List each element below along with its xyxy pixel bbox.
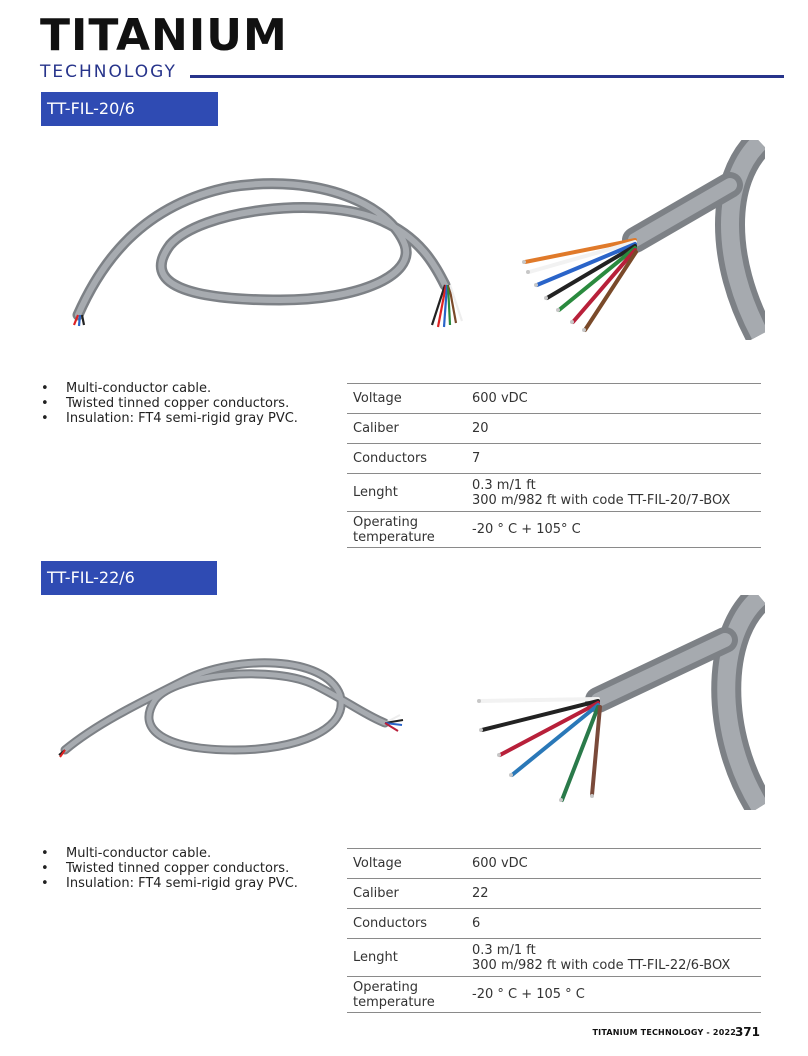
spec-value: 7 [466,444,761,474]
spec-label: Operating temperature [347,977,466,1013]
spec-row-operating-temperature [347,512,761,548]
spec-row-caliber [347,414,761,444]
spec-value: 6 [466,909,761,939]
spec-label: Caliber [347,879,466,909]
spec-row-operating-temperature [347,977,761,1013]
cable-end-closeup-photo [515,140,765,340]
feature-item: • Twisted tinned copper conductors. [40,396,298,411]
feature-item: • Insulation: FT4 semi-rigid gray PVC. [40,411,298,426]
spec-label: Voltage [347,384,466,414]
spec-table [347,383,761,548]
product-model-banner: TT-FIL-20/6 [41,92,218,126]
header-rule [190,75,784,78]
feature-item: • Twisted tinned copper conductors. [40,861,298,876]
spec-row-caliber [347,879,761,909]
spec-row-voltage [347,849,761,879]
spec-value [466,939,761,977]
spec-value-line: 0.3 m/1 ft [472,477,536,493]
spec-label: Lenght [347,939,466,977]
brand-logo-subtitle: TECHNOLOGY [40,62,177,82]
feature-item: • Insulation: FT4 semi-rigid gray PVC. [40,876,298,891]
spec-value: -20 ° C + 105° C [466,512,761,548]
spec-row-length [347,939,761,977]
spec-value: 20 [466,414,761,444]
spec-value: 600 vDC [466,384,761,414]
footer-brand-year: TITANIUM TECHNOLOGY - 2022 [592,1028,736,1037]
product-model-banner: TT-FIL-22/6 [41,561,217,595]
feature-item: • Multi-conductor cable. [40,846,298,861]
cable-end-closeup-photo [470,595,765,810]
spec-value-line: 300 m/982 ft with code TT-FIL-20/7-BOX [472,492,731,508]
spec-value [466,474,761,512]
spec-value-line: 0.3 m/1 ft [472,942,536,958]
spec-table [347,848,761,1013]
spec-label: Conductors [347,909,466,939]
spec-value: 22 [466,879,761,909]
spec-label: Caliber [347,414,466,444]
spec-label: Lenght [347,474,466,512]
spec-value: 600 vDC [466,849,761,879]
spec-value: -20 ° C + 105 ° C [466,977,761,1013]
page-number: 371 [734,1025,760,1039]
cable-coil-photo [60,165,490,335]
feature-list [40,381,298,426]
spec-row-conductors [347,909,761,939]
spec-label: Conductors [347,444,466,474]
brand-logo-wordmark: TITANIUM [40,10,288,61]
spec-row-length [347,474,761,512]
spec-label: Operating temperature [347,512,466,548]
feature-item: • Multi-conductor cable. [40,381,298,396]
spec-row-conductors [347,444,761,474]
feature-list [40,846,298,891]
spec-value-line: 300 m/982 ft with code TT-FIL-22/6-BOX [472,957,731,973]
spec-label: Voltage [347,849,466,879]
spec-row-voltage [347,384,761,414]
cable-coil-photo [55,645,415,765]
